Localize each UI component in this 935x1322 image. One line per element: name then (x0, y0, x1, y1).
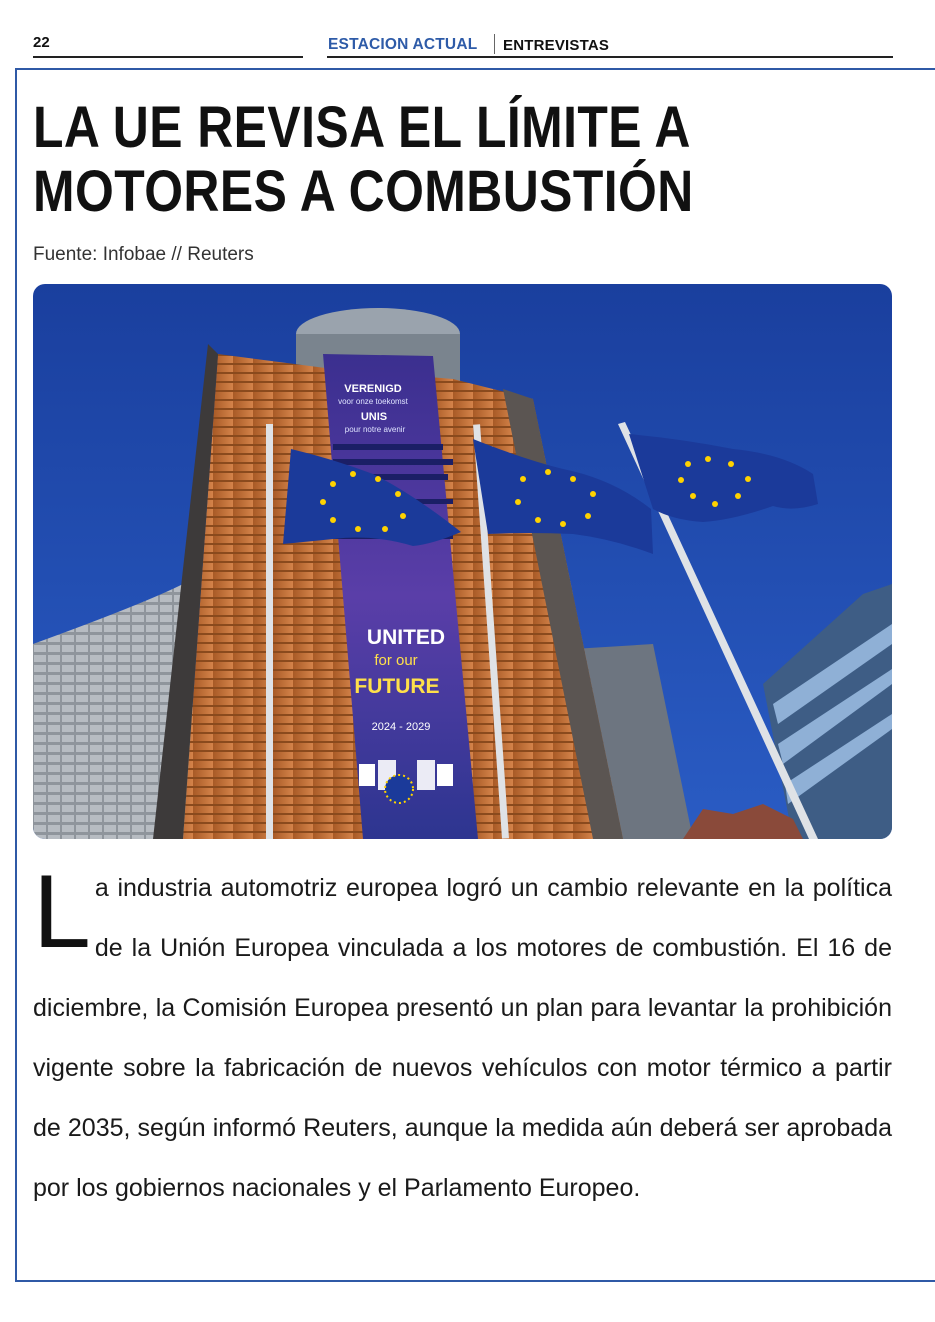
banner-text-verenigd: VERENIGD (344, 383, 402, 395)
frame-top-border (15, 68, 935, 70)
article-body-text: a industria automotriz europea logró un cambio relevante en la política de la Unión Europea vinculada a los motores de combustión. El 16 de diciembre, la Comisión Europea presentó un plan para levantar la prohibición vigente sobre la fabricación de nuevos vehículos con motor térmico a partir de 2035, según informó Reuters, aunque la medida aún deberá ser aprobada por los gobiernos nacionales y el Parlamento Europeo. (33, 874, 892, 1202)
banner-text-united: UNITED (366, 626, 446, 649)
section-name: ENTREVISTAS (503, 37, 610, 54)
page-number: 22 (33, 34, 50, 51)
header-rule-right (327, 56, 893, 58)
banner-text-avenir: pour notre avenir (344, 425, 406, 434)
frame-left-border (15, 68, 17, 1281)
article-title-line-2: MOTORES A COMBUSTIÓN (33, 159, 694, 224)
banner-text-for-our: for our (374, 652, 418, 669)
banner-text-years: 2024 - 2029 (371, 721, 431, 733)
article-body (33, 854, 892, 1218)
banner-text-unis: UNIS (360, 411, 388, 423)
banner-text-future: FUTURE (354, 675, 440, 698)
article-photo (33, 284, 892, 839)
section-label: ESTACION ACTUAL (328, 36, 478, 53)
banner-text-toekomst: voor onze toekomst (338, 397, 408, 406)
flag-pole-left (266, 424, 273, 839)
article-source: Fuente: Infobae // Reuters (33, 244, 254, 265)
article-title (33, 95, 694, 224)
drop-cap: L (33, 854, 91, 970)
article-title-line-1: LA UE REVISA EL LÍMITE A (33, 95, 691, 160)
header-rule-left (33, 56, 303, 58)
section-divider (494, 34, 495, 54)
frame-bottom-border (15, 1280, 935, 1282)
